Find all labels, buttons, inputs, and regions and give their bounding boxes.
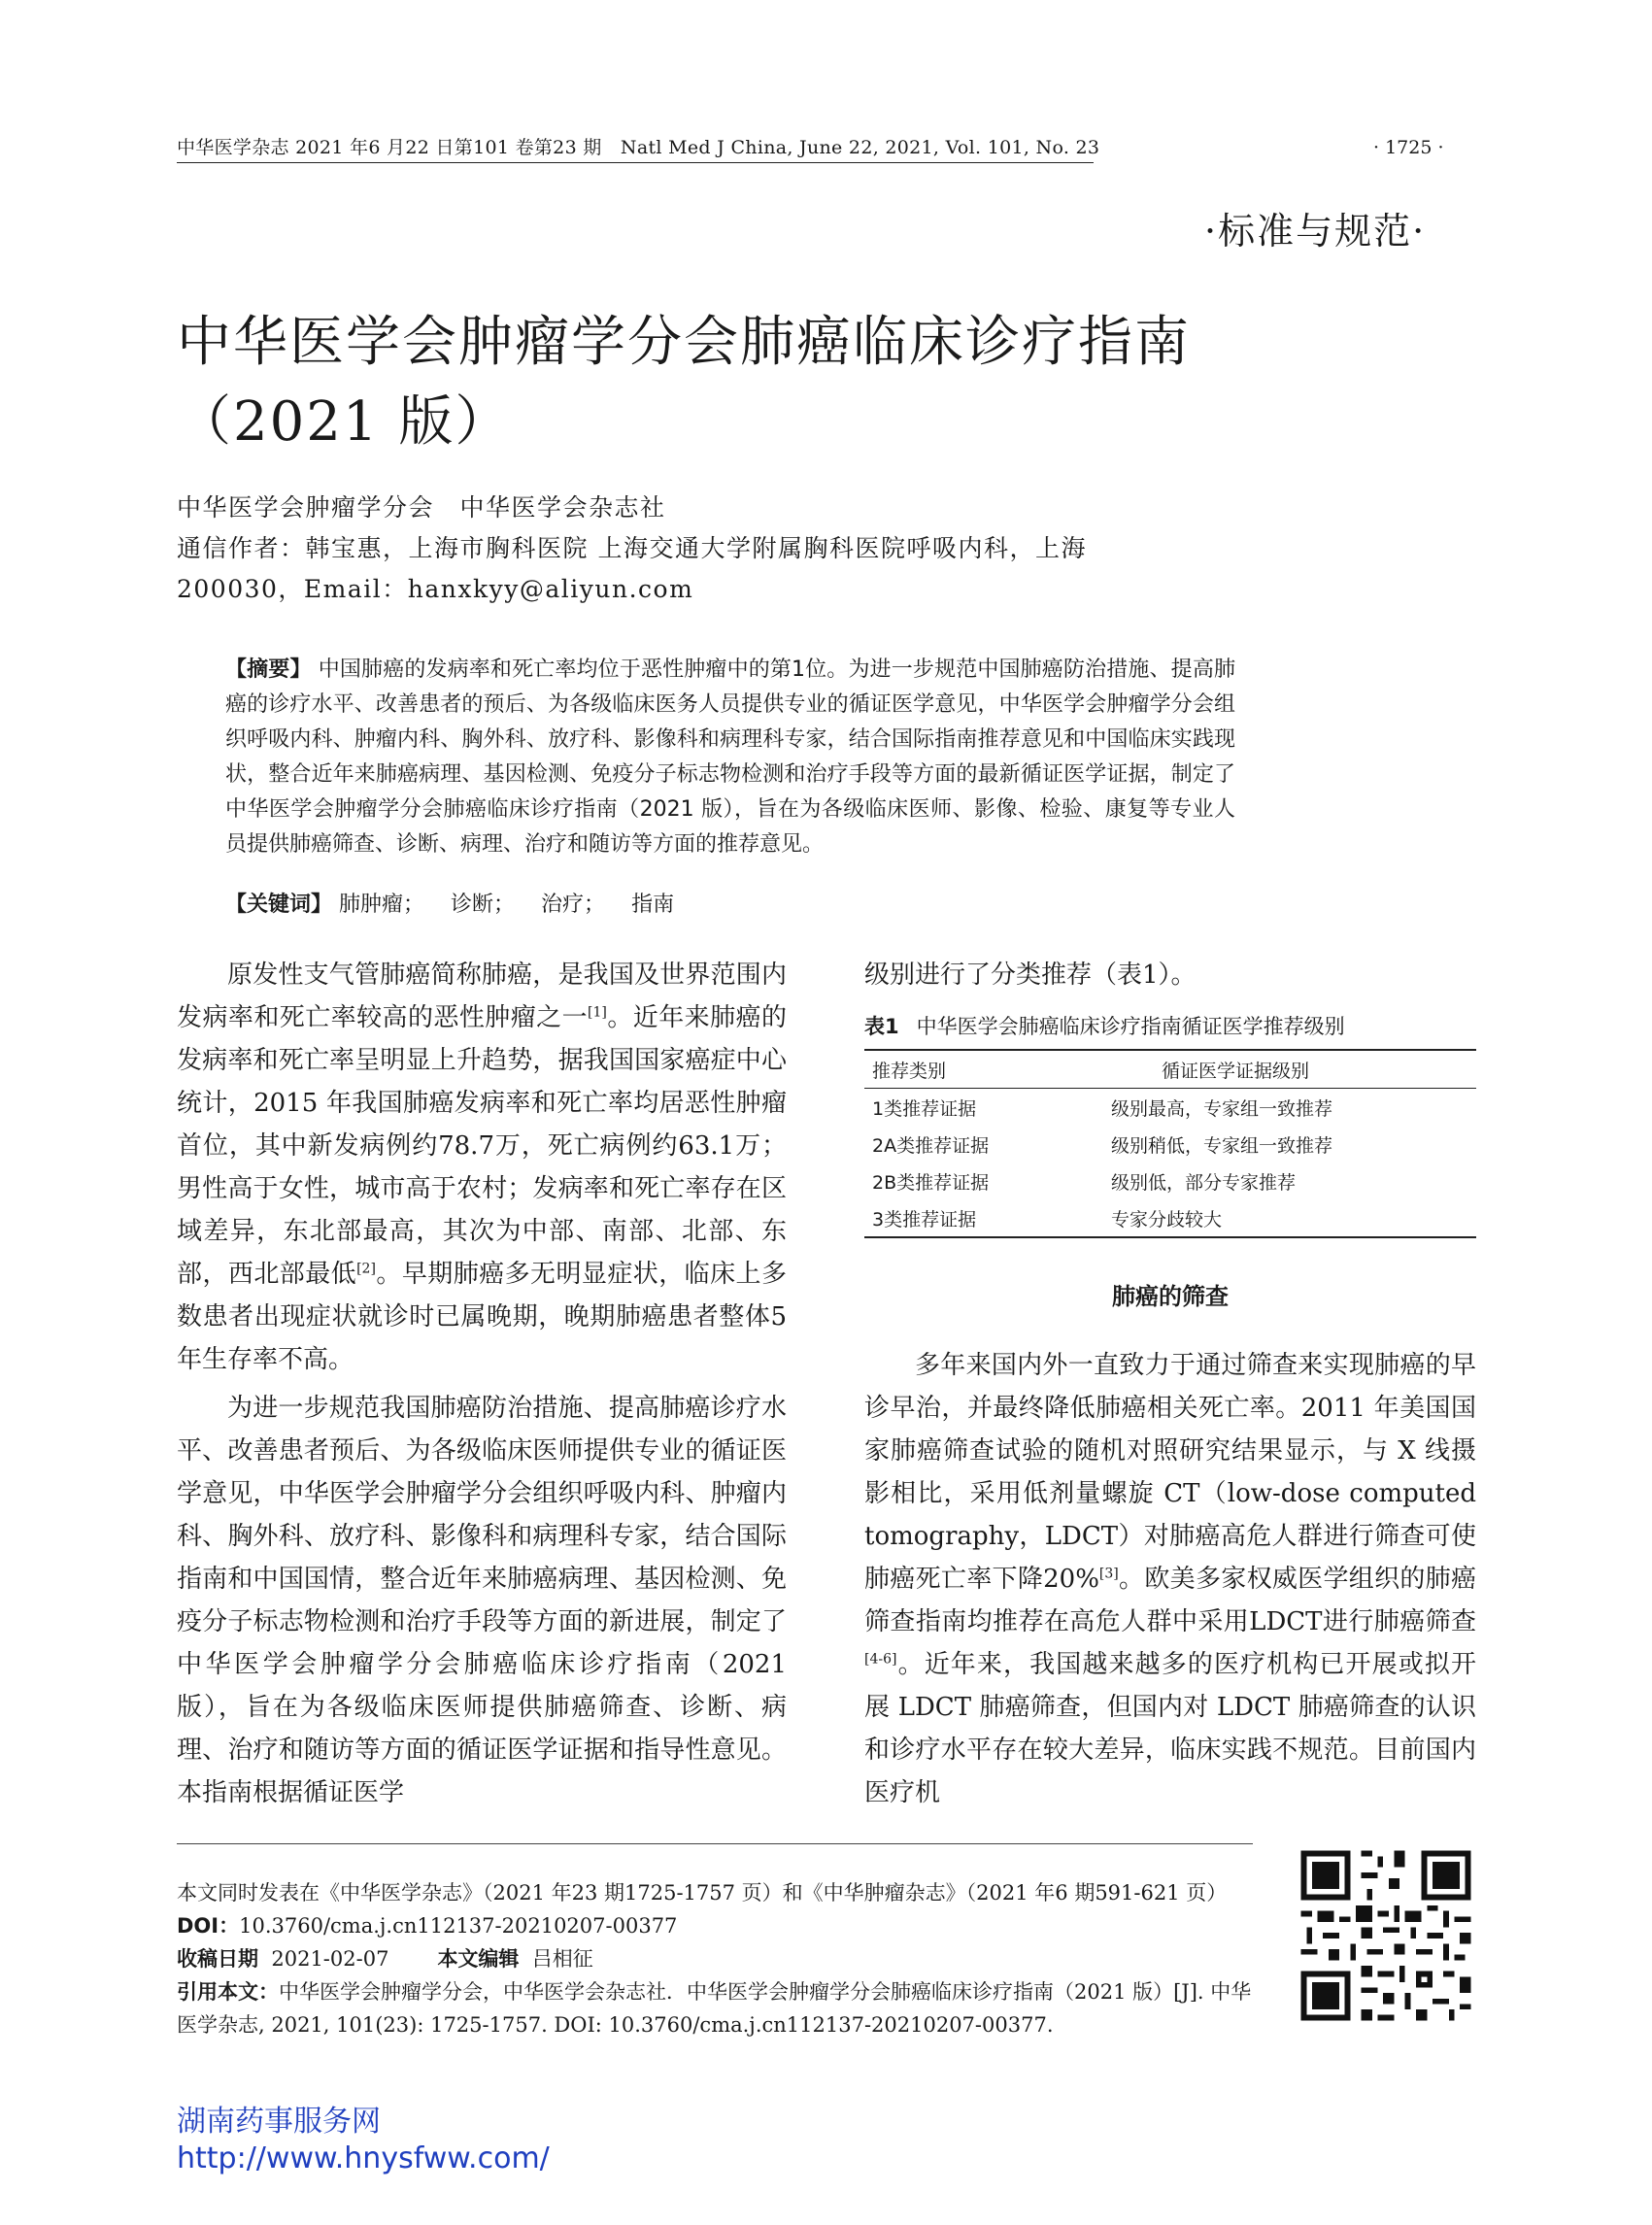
table-cell: 3类推荐证据 — [864, 1199, 1103, 1237]
text-run: 。近年来肺癌的发病率和死亡率呈明显上升趋势，据我国国家癌症中心统计，2015 年我国肺癌发病率和死亡率均居恶性肿瘤首位，其中新发病例约78.7万，死亡病例约63.1万；男性高于女性，城市高于农村；发病率和死亡率存在区域差异，东北部最高，其次为中部、南部、北部、东部，西北部最低 — [177, 1003, 787, 1289]
author-orgs: 中华医学会肿瘤学分会 中华医学会杂志社 — [177, 493, 666, 522]
title-line-2: （2021 版） — [177, 390, 512, 454]
footnotes — [177, 1876, 1255, 2041]
table-cell: 2A类推荐证据 — [872, 1134, 990, 1157]
qr-code-icon[interactable] — [1296, 1845, 1476, 2026]
table-row — [864, 1126, 1476, 1163]
table-cell: 2B类推荐证据 — [872, 1171, 990, 1194]
text-run: 。近年来，我国越来越多的医疗机构已开展或拟开展 LDCT 肺癌筛查，但国内对 LDCT 肺癌筛查的认识和诊疗水平存在较大差异，临床实践不规范。目前国内医疗机 — [864, 1650, 1476, 1807]
publication-note: 本文同时发表在《中华医学杂志》（2021 年23 期1725-1757 页）和《中华肿瘤杂志》（2021 年6 期591-621 页） — [177, 1881, 1228, 1905]
watermark — [177, 2104, 550, 2177]
abstract-label: 【摘要】 — [225, 657, 312, 682]
received-label: 收稿日期 — [177, 1947, 258, 1971]
received-date: 2021-02-07 — [271, 1947, 389, 1971]
text-run: 。欧美多家权威医学组织的肺癌筛查指南均推荐在高危人群中采用LDCT进行肺癌筛查 — [864, 1565, 1476, 1636]
editor-name: 吕相征 — [531, 1947, 593, 1971]
watermark-url[interactable]: http://www.hnysfww.com/ — [177, 2141, 550, 2175]
table-cell: 级别稍低，专家组一致推荐 — [1111, 1134, 1333, 1157]
doi-link[interactable]: 10.3760/cma.j.cn112137-20210207-00377 — [239, 1914, 678, 1938]
table-caption — [864, 1010, 1476, 1043]
page-number: · 1725 · — [1373, 137, 1444, 158]
article-title — [177, 303, 1284, 462]
citation-ref[interactable]: [1] — [588, 1004, 607, 1021]
table-number: 表1 — [864, 1015, 899, 1038]
keyword: 诊断； — [451, 893, 516, 917]
section-heading: 肺癌的筛查 — [1112, 1283, 1229, 1310]
watermark-site-name: 湖南药事服务网 — [177, 2105, 381, 2139]
keywords-label: 【关键词】 — [225, 893, 333, 917]
editor-label: 本文编辑 — [437, 1947, 520, 1971]
table-cell: 级别最高，专家组一致推荐 — [1111, 1097, 1333, 1120]
cite-text: 中华医学会肿瘤学分会，中华医学会杂志社．中华医学会肿瘤学分会肺癌临床诊疗指南（2021 版）[J]. 中华医学杂志, 2021, 101(23): 1725-1757. DOI: 10.3760/cma.j.cn112137-20210207-00377. — [177, 1980, 1252, 2037]
text-run: 原发性支气管肺癌简称肺癌，是我国及世界范围内发病率和死亡率较高的恶性肿瘤之一 — [177, 961, 787, 1032]
table-title: 中华医学会肺癌临床诊疗指南循证医学推荐级别 — [916, 1015, 1345, 1038]
abstract-text: 中国肺癌的发病率和死亡率均位于恶性肿瘤中的第1位。为进一步规范中国肺癌防治措施、提高肺癌的诊疗水平、改善患者的预后、为各级临床医务人员提供专业的循证医学意见，中华医学会肿瘤学分会组织呼吸内科、肿瘤内科、胸外科、放疗科、影像科和病理科专家，结合国际指南推荐意见和中国临床实践现状，整合近年来肺癌病理、基因检测、免疫分子标志物检测和治疗手段等方面的最新循证医学证据，制定了中华医学会肿瘤学分会肺癌临床诊疗指南（2021 版），旨在为各级临床医师、影像、检验、康复等专业人员提供肺癌筛查、诊断、病理、治疗和随访等方面的推荐意见。 — [225, 657, 1235, 857]
abstract — [225, 653, 1235, 862]
table-cell: 级别低，部分专家推荐 — [1111, 1171, 1297, 1194]
doi-label: DOI： — [177, 1914, 240, 1938]
right-column — [864, 1344, 1476, 1814]
text-run: 。早期肺癌多无明显症状，临床上多数患者出现症状就诊时已属晚期，晚期肺癌患者整体5年生存率不高。 — [177, 1260, 787, 1374]
citation-ref[interactable]: [3] — [1098, 1566, 1119, 1582]
table-row — [864, 1199, 1476, 1237]
table-row — [864, 1163, 1476, 1199]
received-line — [177, 1942, 1255, 1975]
doi-line — [177, 1909, 1255, 1942]
evidence-table — [864, 1049, 1476, 1238]
keyword: 肺肿瘤； — [339, 893, 425, 917]
body-paragraph: 为进一步规范我国肺癌防治措施、提高肺癌诊疗水平、改善患者预后、为各级临床医师提供专业的循证医学意见，中华医学会肿瘤学分会组织呼吸内科、肿瘤内科、胸外科、放疗科、影像科和病理科专家，结合国际指南和中国国情，整合近年来肺癌病理、基因检测、免疫分子标志物检测和治疗手段等方面的新进展，制定了中华医学会肿瘤学分会肺癌临床诊疗指南（2021 版），旨在为各级临床医师提供肺癌筛查、诊断、病理、治疗和随访等方面的循证医学证据和指导性意见。本指南根据循证医学 — [177, 1394, 787, 1807]
keyword: 治疗； — [541, 893, 606, 917]
body-paragraph: 级别进行了分类推荐（表1）。 — [864, 961, 1197, 990]
left-column — [177, 954, 787, 1814]
column-header: 循证医学证据级别 — [1103, 1050, 1476, 1089]
section-tag: ·标准与规范· — [1204, 210, 1427, 253]
correspondence-line-1: 通信作者：韩宝惠，上海市胸科医院 上海交通大学附属胸科医院呼吸内科，上海 — [177, 534, 1087, 562]
right-column-continuation — [864, 954, 1476, 996]
running-head: 中华医学杂志 2021 年6 月22 日第101 卷第23 期 Natl Med J China, June 22, 2021, Vol. 101, No. 23 — [177, 136, 1094, 163]
cite-label: 引用本文： — [177, 1980, 279, 2004]
text-run: 多年来国内外一直致力于通过筛查来实现肺癌的早诊早治，并最终降低肺癌相关死亡率。2011 年美国国家肺癌筛查试验的随机对照研究结果显示，与 X 线摄影相比，采用低剂量螺旋 CT（low-dose computed tomography，LDCT）对肺癌高危人群进行筛查可使肺癌死亡率下降20% — [864, 1351, 1476, 1594]
column-header: 推荐类别 — [864, 1050, 1103, 1089]
table-cell: 1类推荐证据 — [872, 1097, 977, 1120]
correspondence-line-2: 200030，Email：hanxkyy@aliyun.com — [177, 575, 694, 603]
table-row — [864, 1089, 1476, 1127]
table-cell: 专家分歧较大 — [1103, 1199, 1476, 1237]
citation-ref[interactable]: [2] — [356, 1261, 376, 1277]
body-paragraph — [177, 954, 787, 1381]
table-header-row — [864, 1050, 1476, 1089]
citation-line — [177, 1975, 1255, 2041]
title-line-1: 中华医学会肿瘤学分会肺癌临床诊疗指南 — [177, 311, 1191, 374]
table-1 — [864, 1010, 1476, 1238]
keyword: 指南 — [631, 893, 675, 917]
footnote-divider — [177, 1843, 1253, 1844]
author-block — [177, 488, 1245, 610]
keywords — [225, 888, 1235, 923]
body-paragraph — [864, 1344, 1476, 1814]
citation-ref[interactable]: [4-6] — [864, 1651, 897, 1668]
